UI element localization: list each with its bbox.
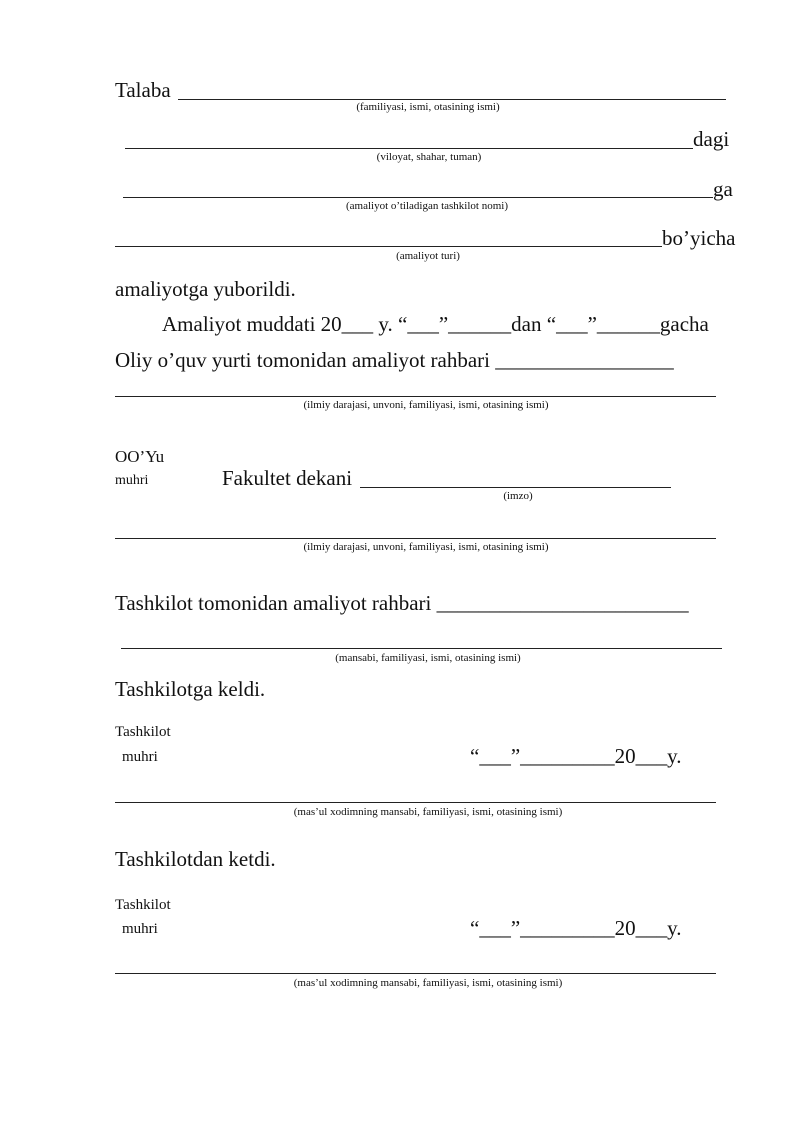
org-line (123, 197, 713, 198)
arrival-seal-sublabel: muhri (122, 749, 158, 765)
region-suffix: dagi (693, 127, 730, 151)
org-caption: (amaliyot o’tiladigan tashkilot nomi) (345, 200, 509, 212)
departure-seal-label: Tashkilot (115, 897, 171, 913)
university-supervisor-label: Oliy o’quv yurti tomonidan amaliyot rahbari _________________ (115, 348, 674, 372)
university-seal-sublabel: muhri (115, 473, 149, 488)
dean-label: Fakultet dekani (222, 466, 353, 490)
type-line (115, 246, 662, 247)
org-supervisor-caption: (mansabi, familiyasi, ismi, otasining ismi) (335, 652, 521, 664)
dean-name-line (115, 538, 716, 539)
arrival-responsible-line (115, 802, 716, 803)
sent-text: amaliyotga yuborildi. (115, 277, 296, 301)
org-supervisor-label: Tashkilot tomonidan amaliyot rahbari ________________________ (115, 591, 689, 615)
student-label: Talaba (115, 78, 171, 102)
type-suffix: bo’yicha (662, 226, 736, 250)
departure-date: “___”_________20___y. (470, 916, 682, 940)
arrival-caption: (mas’ul xodimning mansabi, familiyasi, ismi, otasining ismi) (293, 806, 563, 818)
student-name-line (178, 99, 726, 100)
arrival-seal-label: Tashkilot (115, 724, 171, 740)
dean-signature-line (360, 487, 671, 488)
type-caption: (amaliyot turi) (396, 250, 460, 262)
departure-title: Tashkilotdan ketdi. (115, 847, 276, 871)
dean-name-caption: (ilmiy darajasi, unvoni, familiyasi, ismi, otasining ismi) (303, 541, 549, 553)
student-name-caption: (familiyasi, ismi, otasining ismi) (356, 101, 500, 113)
duration-text: Amaliyot muddati 20___ y. “___”______dan “___”______gacha (162, 312, 709, 336)
university-supervisor-line (115, 396, 716, 397)
dean-signature-caption: (imzo) (503, 490, 533, 502)
region-line (125, 148, 693, 149)
org-suffix: ga (713, 177, 733, 201)
region-caption: (viloyat, shahar, tuman) (376, 151, 482, 163)
departure-caption: (mas’ul xodimning mansabi, familiyasi, ismi, otasining ismi) (293, 977, 563, 989)
departure-seal-sublabel: muhri (122, 921, 158, 937)
arrival-date: “___”_________20___y. (470, 744, 682, 768)
arrival-title: Tashkilotga keldi. (115, 677, 266, 701)
org-supervisor-line (121, 648, 722, 649)
departure-responsible-line (115, 973, 716, 974)
university-seal-label: OO’Yu (115, 447, 165, 466)
university-supervisor-caption: (ilmiy darajasi, unvoni, familiyasi, ismi, otasining ismi) (303, 399, 549, 411)
